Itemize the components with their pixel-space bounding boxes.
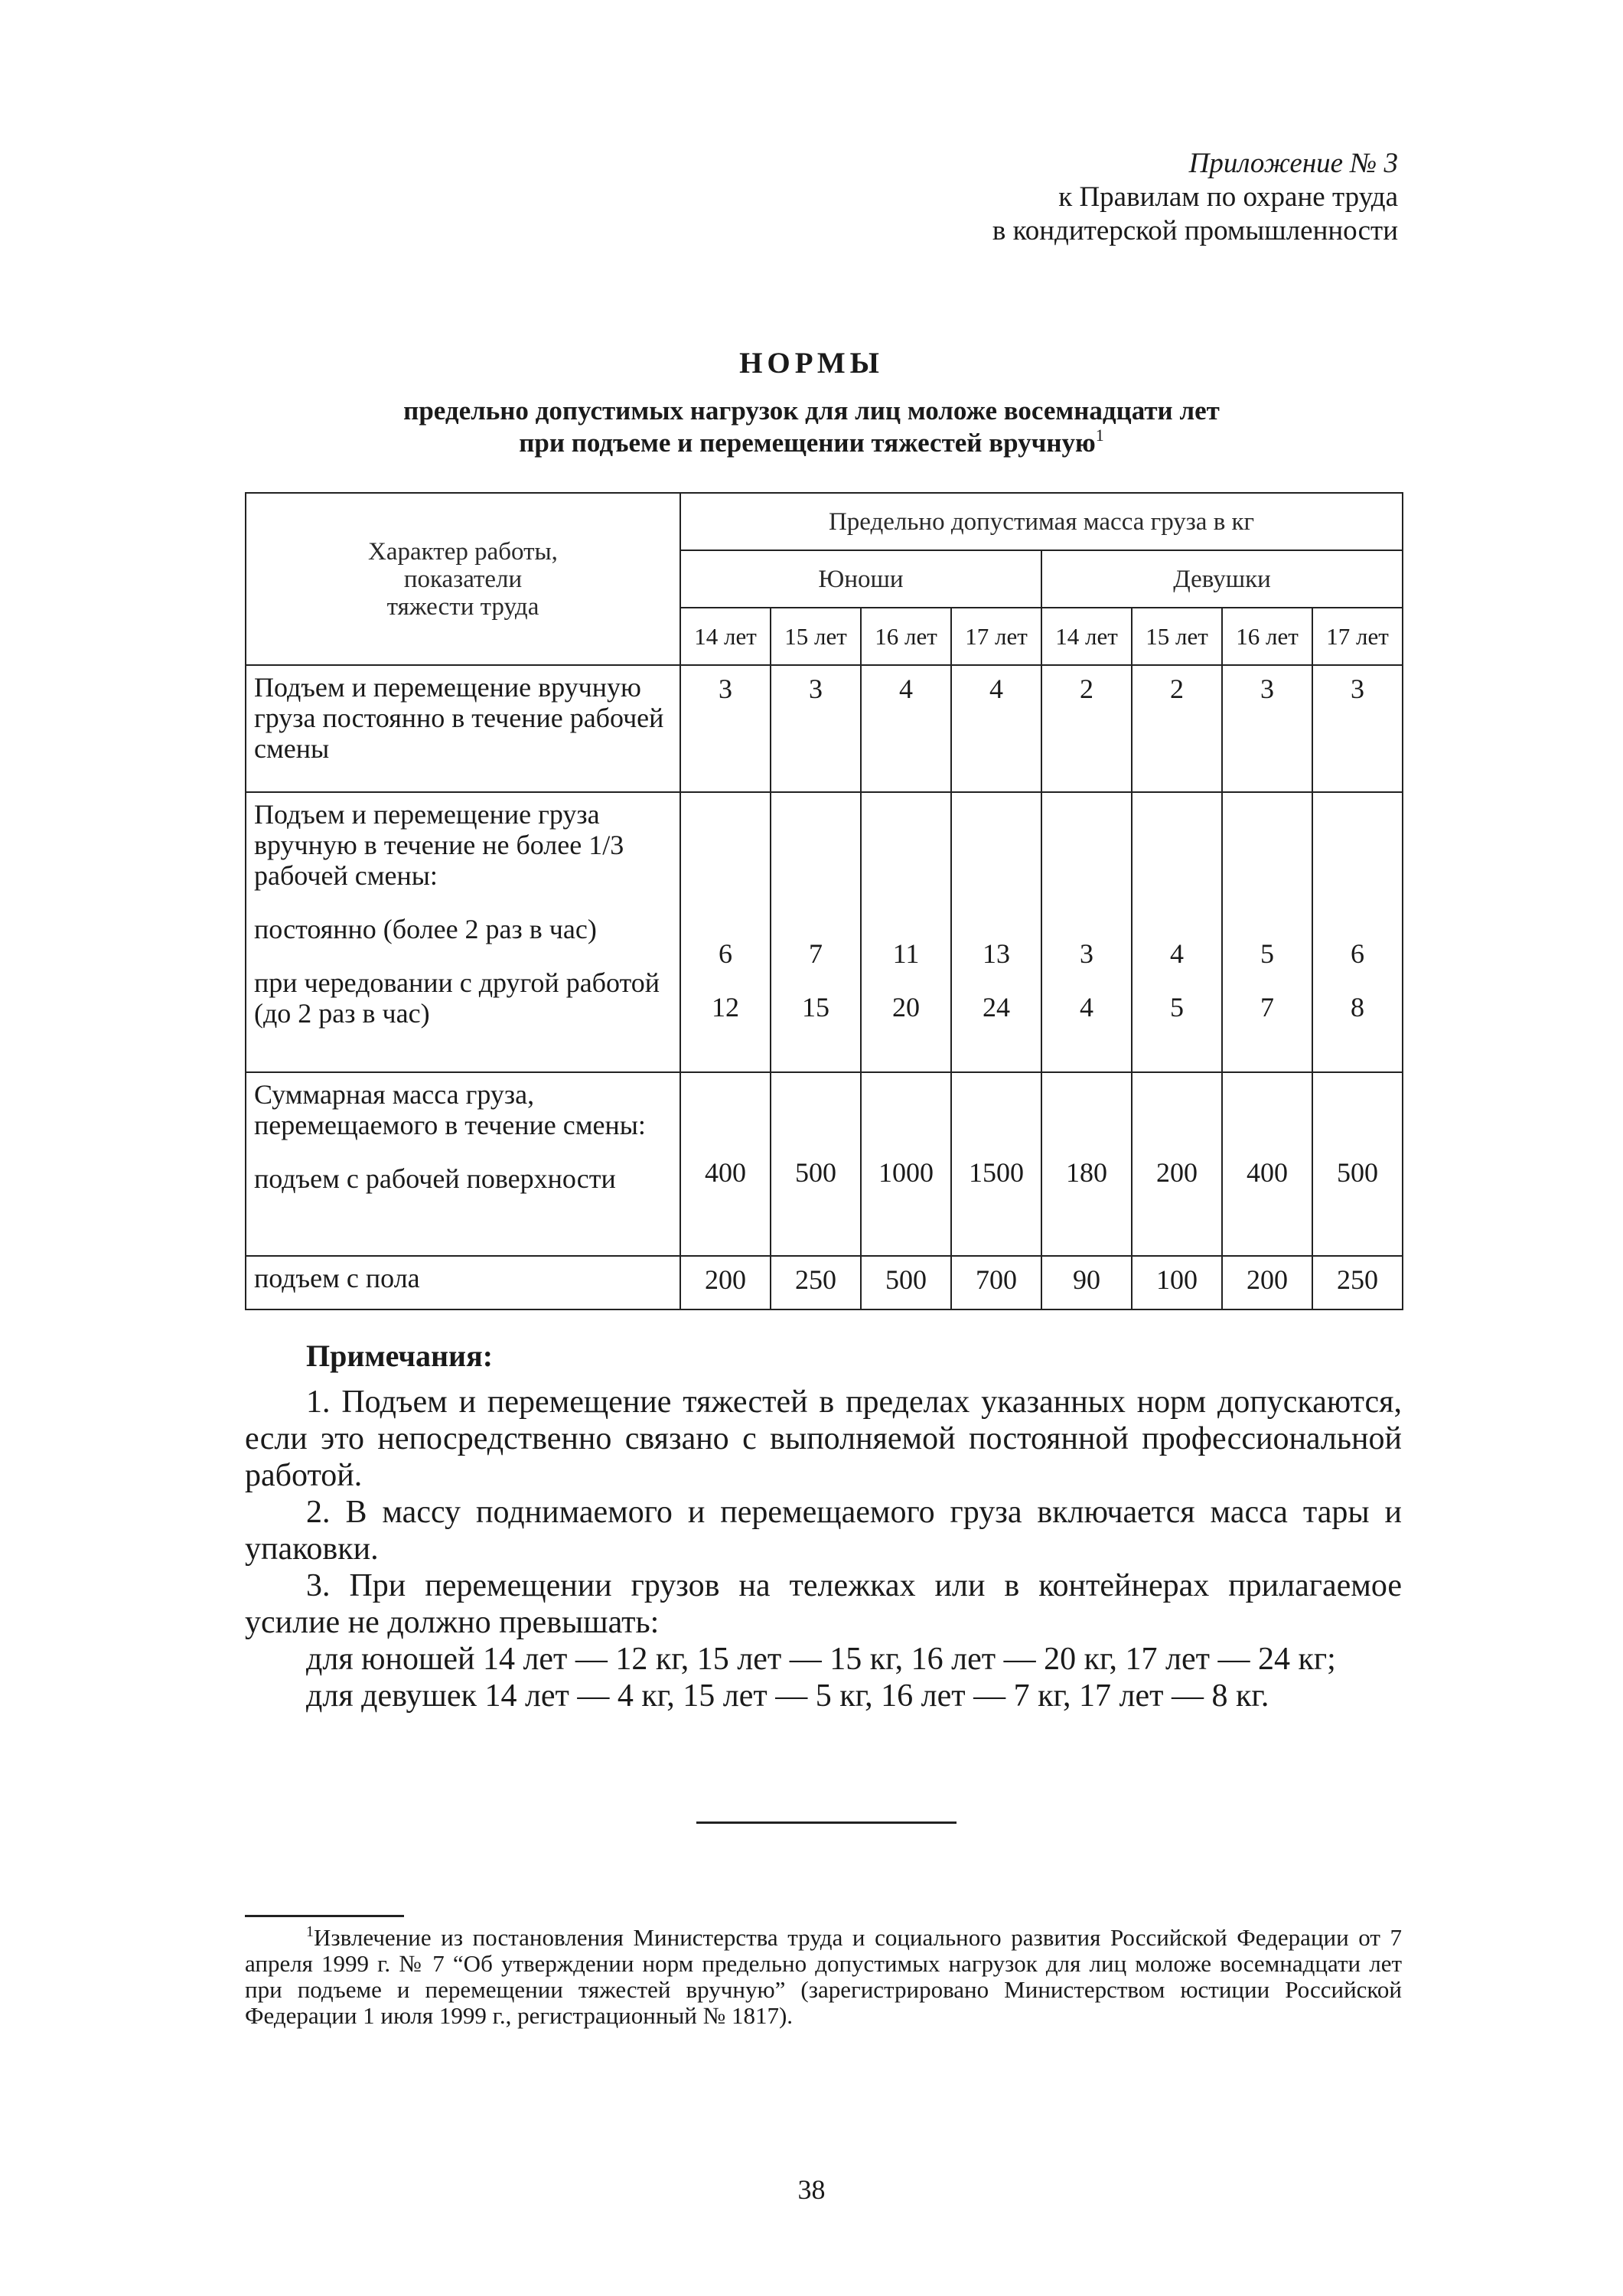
subtitle-line-1: предельно допустимых нагрузок для лиц моложе восемнадцати лет xyxy=(403,396,1220,426)
value-cell: 3 xyxy=(1222,665,1312,792)
value-cell xyxy=(1222,792,1312,1072)
row-label-cell xyxy=(246,1072,680,1256)
value-cell: 100 xyxy=(1132,1256,1222,1309)
age-header: 16 лет xyxy=(861,608,951,665)
value: 6 xyxy=(1351,938,1365,969)
value: 24 xyxy=(983,992,1010,1022)
section-divider xyxy=(696,1821,957,1824)
row-header-cell xyxy=(246,493,680,665)
note-item: 3. При перемещении грузов на тележках или в контейнерах прилагаемое усилие не должно превышать: xyxy=(245,1568,1402,1640)
value: 8 xyxy=(1351,992,1365,1022)
value-cell xyxy=(1312,792,1403,1072)
value-cell: 90 xyxy=(1041,1256,1132,1309)
note-item: для девушек 14 лет — 4 кг, 15 лет — 5 кг, 16 лет — 7 кг, 17 лет — 8 кг. xyxy=(306,1678,1269,1714)
value-cell xyxy=(1222,1072,1312,1256)
age-header: 15 лет xyxy=(771,608,861,665)
value-cell: 4 xyxy=(861,665,951,792)
subtitle-line-2 xyxy=(0,427,1623,459)
row-header-line-3: тяжести труда xyxy=(386,592,539,621)
value-cell: 250 xyxy=(1312,1256,1403,1309)
value: 200 xyxy=(1156,1157,1198,1188)
value: 7 xyxy=(809,938,823,969)
notes-list xyxy=(245,1384,1402,1714)
row-header-line-1: Характер работы, xyxy=(368,537,558,566)
rules-line-2: в кондитерской промышленности xyxy=(992,215,1398,246)
row-sublabel: постоянно (более 2 раз в час) xyxy=(254,914,597,944)
age-header: 16 лет xyxy=(1222,608,1312,665)
value-cell xyxy=(1041,1072,1132,1256)
document-subtitle xyxy=(0,395,1623,459)
value-cell: 2 xyxy=(1041,665,1132,792)
value-cell: 200 xyxy=(1222,1256,1312,1309)
value: 180 xyxy=(1066,1157,1107,1188)
value: 500 xyxy=(795,1157,836,1188)
value-cell xyxy=(680,792,771,1072)
row-header-line-2: показатели xyxy=(403,565,523,593)
value-cell: 200 xyxy=(680,1256,771,1309)
value-cell xyxy=(1312,1072,1403,1256)
value-cell xyxy=(1041,792,1132,1072)
value-cell xyxy=(1132,1072,1222,1256)
value: 4 xyxy=(1170,938,1184,969)
mass-header: Предельно допустимая масса груза в кг xyxy=(680,493,1403,550)
row-label: подъем с пола xyxy=(246,1256,680,1309)
value: 7 xyxy=(1260,992,1274,1022)
value-cell: 4 xyxy=(951,665,1041,792)
value: 6 xyxy=(719,938,732,969)
footnote-text: Извлечение из постановления Министерства труда и социального развития Российской Федерации от 7 апреля 1999 г. № 7 “Об утверждении норм предельно допустимых нагрузок для лиц моложе восемнадцати лет при подъеме и перемещении тяжестей вручную” (зарегистрировано Министерством юстиции Российской Федерации 1 июля 1999 г., регистрационный № 1817). xyxy=(245,1924,1402,2029)
row-label: Подъем и перемещение груза вручную в течение не более 1/3 рабочей смены: xyxy=(254,799,624,891)
age-header: 17 лет xyxy=(1312,608,1403,665)
value-cell: 3 xyxy=(680,665,771,792)
value-cell xyxy=(680,1072,771,1256)
row-sublabel: подъем с рабочей поверхности xyxy=(254,1163,616,1194)
footnote-divider xyxy=(245,1915,404,1917)
value: 500 xyxy=(1337,1157,1379,1188)
value-cell xyxy=(951,792,1041,1072)
note-item: 2. В массу поднимаемого и перемещаемого груза включается масса тары и упаковки. xyxy=(245,1495,1402,1567)
norms-table xyxy=(245,492,1403,1310)
value: 12 xyxy=(712,992,739,1022)
row-label-cell xyxy=(246,792,680,1072)
group-girls: Девушки xyxy=(1041,550,1403,608)
value: 400 xyxy=(705,1157,746,1188)
age-header: 14 лет xyxy=(680,608,771,665)
header-row-mass xyxy=(246,493,1403,550)
value-cell: 2 xyxy=(1132,665,1222,792)
note-item: 1. Подъем и перемещение тяжестей в пределах указанных норм допускаются, если это непосредственно связано с выполняемой постоянной профессиональной работой. xyxy=(245,1384,1402,1493)
footnote-mark: 1 xyxy=(306,1923,314,1940)
appendix-label: Приложение № 3 xyxy=(1188,148,1398,179)
document-title: НОРМЫ xyxy=(739,347,884,380)
age-header: 15 лет xyxy=(1132,608,1222,665)
value-cell: 500 xyxy=(861,1256,951,1309)
table-row xyxy=(246,1072,1403,1256)
value: 20 xyxy=(892,992,920,1022)
value: 4 xyxy=(1080,992,1093,1022)
notes-title: Примечания: xyxy=(306,1339,494,1373)
row-label: Подъем и перемещение вручную груза постоянно в течение рабочей смены xyxy=(246,665,680,792)
group-boys: Юноши xyxy=(680,550,1041,608)
footnote-paragraph xyxy=(245,1925,1402,2029)
subtitle-footnote-mark: 1 xyxy=(1095,426,1104,445)
value-cell: 3 xyxy=(1312,665,1403,792)
table-row xyxy=(246,1256,1403,1309)
footnote xyxy=(245,1925,1402,2029)
table-row xyxy=(246,792,1403,1072)
subtitle-line-2-text: при подъеме и перемещении тяжестей вручную xyxy=(519,428,1096,458)
note-item: для юношей 14 лет — 12 кг, 15 лет — 15 кг, 16 лет — 20 кг, 17 лет — 24 кг; xyxy=(306,1642,1336,1677)
value: 1500 xyxy=(969,1157,1024,1188)
value-cell xyxy=(951,1072,1041,1256)
page-number: 38 xyxy=(797,2174,826,2205)
value: 5 xyxy=(1170,992,1184,1022)
value-cell xyxy=(861,1072,951,1256)
value-cell xyxy=(1132,792,1222,1072)
value-cell xyxy=(771,1072,861,1256)
value-cell xyxy=(771,792,861,1072)
appendix-header xyxy=(992,147,1398,248)
table-row xyxy=(246,665,1403,792)
value-cell: 3 xyxy=(771,665,861,792)
value: 1000 xyxy=(878,1157,934,1188)
value: 11 xyxy=(892,938,920,969)
value-cell: 700 xyxy=(951,1256,1041,1309)
age-header: 17 лет xyxy=(951,608,1041,665)
value-cell xyxy=(861,792,951,1072)
age-header: 14 лет xyxy=(1041,608,1132,665)
value: 5 xyxy=(1260,938,1274,969)
row-label: Суммарная масса груза, перемещаемого в течение смены: xyxy=(254,1079,646,1140)
value: 15 xyxy=(802,992,829,1022)
row-sublabel: при чередовании с другой работой (до 2 раз в час) xyxy=(254,967,660,1029)
value: 3 xyxy=(1080,938,1093,969)
rules-line-1: к Правилам по охране труда xyxy=(1058,181,1398,213)
value-cell: 250 xyxy=(771,1256,861,1309)
value: 400 xyxy=(1247,1157,1288,1188)
value: 13 xyxy=(983,938,1010,969)
